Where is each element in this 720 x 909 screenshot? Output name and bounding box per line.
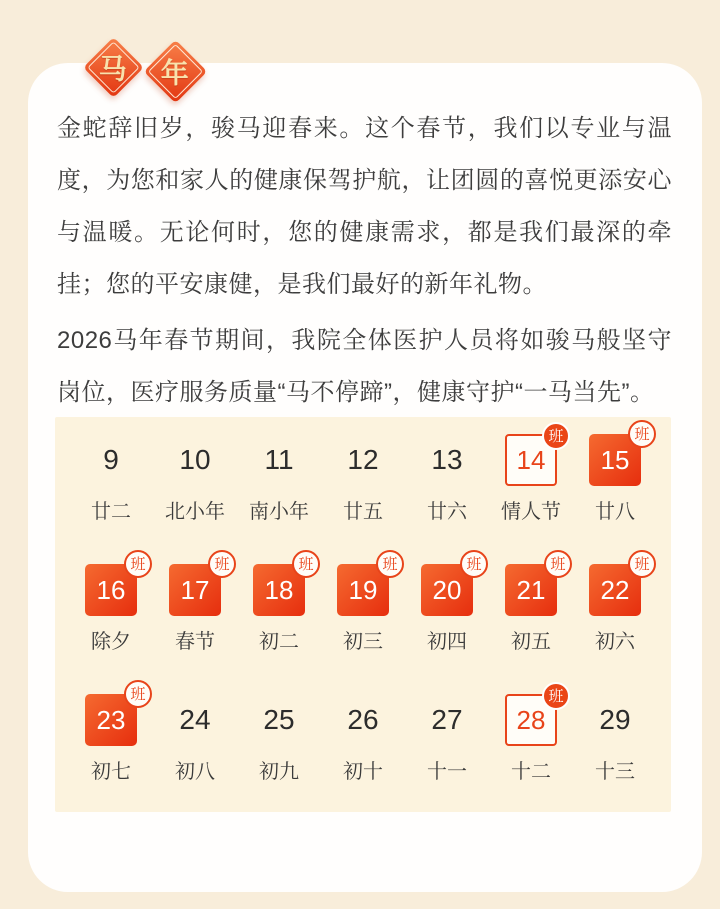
date-number: 14 xyxy=(516,444,546,475)
date-number: 20 xyxy=(432,574,462,605)
calendar-day-cell xyxy=(237,692,321,785)
lunar-label: 初三 xyxy=(343,631,383,653)
lunar-label: 十一 xyxy=(427,761,467,783)
calendar-day-cell xyxy=(489,427,573,525)
date-number: 24 xyxy=(179,704,211,735)
lunar-label: 十三 xyxy=(595,761,635,783)
calendar-day-cell xyxy=(153,432,237,525)
calendar-day-cell xyxy=(237,555,321,655)
date-box xyxy=(85,555,146,616)
date-number: 9 xyxy=(103,444,119,475)
calendar-day-cell xyxy=(69,555,153,655)
date-box xyxy=(505,555,566,616)
calendar-day-cell xyxy=(405,555,489,655)
date-box xyxy=(599,704,630,736)
intro-paragraph: 金蛇辞旧岁，骏马迎春来。这个春节，我们以专业与温度，为您和家人的健康保驾护航，让团圆的喜悦更添安心与温暖。无论何时，您的健康需求，都是我们最深的牵挂；您的平安康健，是我们最好的新年礼物。 xyxy=(57,115,672,298)
schedule-paragraph: 2026马年春节期间，我院全体医护人员将如骏马般坚守岗位，医疗服务质量“马不停蹄”，健康守护“一马当先”。 xyxy=(57,327,672,406)
date-box xyxy=(347,704,378,736)
lunar-label: 廿八 xyxy=(595,501,635,523)
duty-badge: 班 xyxy=(544,550,572,578)
lunar-label: 北小年 xyxy=(165,501,225,523)
calendar-day-cell xyxy=(321,555,405,655)
date-number: 17 xyxy=(180,574,210,605)
calendar-day-cell xyxy=(321,432,405,525)
duty-badge: 班 xyxy=(124,550,152,578)
date-number: 21 xyxy=(516,574,546,605)
lunar-label: 初二 xyxy=(259,631,299,653)
calendar-day-cell xyxy=(405,432,489,525)
date-number: 13 xyxy=(431,444,463,475)
date-box xyxy=(431,704,462,736)
date-number: 18 xyxy=(264,574,294,605)
calendar-day-cell xyxy=(489,687,573,785)
calendar-day-cell xyxy=(405,692,489,785)
date-number: 29 xyxy=(599,704,631,735)
date-box xyxy=(589,425,650,486)
date-number: 22 xyxy=(600,574,630,605)
date-box xyxy=(505,687,564,746)
date-number: 23 xyxy=(96,704,126,735)
lunar-label: 廿二 xyxy=(91,501,131,523)
lunar-label: 初四 xyxy=(427,631,467,653)
lunar-label: 初六 xyxy=(595,631,635,653)
date-box xyxy=(505,427,564,486)
calendar-day-cell xyxy=(237,432,321,525)
date-box xyxy=(169,555,230,616)
date-number: 26 xyxy=(347,704,379,735)
duty-badge: 班 xyxy=(124,680,152,708)
date-number: 19 xyxy=(348,574,378,605)
date-box xyxy=(589,555,650,616)
date-box xyxy=(103,444,119,476)
date-number: 25 xyxy=(263,704,295,735)
date-number: 28 xyxy=(516,704,546,735)
duty-badge: 班 xyxy=(628,550,656,578)
lunar-label: 廿六 xyxy=(427,501,467,523)
lunar-label: 初七 xyxy=(91,761,131,783)
duty-badge: 班 xyxy=(542,422,570,450)
date-box xyxy=(179,444,210,476)
calendar-day-cell xyxy=(489,555,573,655)
date-number: 10 xyxy=(179,444,211,475)
lunar-label: 初九 xyxy=(259,761,299,783)
horse-character: 马 xyxy=(99,54,128,86)
date-number: 15 xyxy=(600,444,630,475)
date-box xyxy=(253,555,314,616)
duty-badge: 班 xyxy=(376,550,404,578)
lunar-label: 廿五 xyxy=(343,501,383,523)
date-box xyxy=(431,444,462,476)
date-box xyxy=(421,555,482,616)
lunar-label: 初五 xyxy=(511,631,551,653)
lunar-label: 初十 xyxy=(343,761,383,783)
year-character: 年 xyxy=(161,58,190,90)
date-number: 16 xyxy=(96,574,126,605)
date-box xyxy=(347,444,378,476)
calendar-day-cell xyxy=(69,685,153,785)
lunar-label: 初八 xyxy=(175,761,215,783)
lunar-label: 南小年 xyxy=(249,501,309,523)
calendar-day-cell xyxy=(573,555,657,655)
date-number: 11 xyxy=(264,444,294,475)
date-number: 12 xyxy=(347,444,379,475)
calendar-day-cell xyxy=(573,425,657,525)
lunar-label: 十二 xyxy=(511,761,551,783)
calendar-day-cell xyxy=(573,692,657,785)
duty-badge: 班 xyxy=(542,682,570,710)
duty-badge: 班 xyxy=(628,420,656,448)
lunar-label: 除夕 xyxy=(91,631,131,653)
body-copy xyxy=(57,103,672,419)
calendar-day-cell xyxy=(69,432,153,525)
duty-badge: 班 xyxy=(208,550,236,578)
calendar-day-cell xyxy=(321,692,405,785)
duty-badge: 班 xyxy=(292,550,320,578)
duty-calendar-panel xyxy=(55,417,671,812)
calendar-grid xyxy=(55,417,671,785)
date-box xyxy=(179,704,210,736)
date-box xyxy=(337,555,398,616)
content-card xyxy=(28,63,702,892)
calendar-day-cell xyxy=(153,692,237,785)
calendar-day-cell xyxy=(153,555,237,655)
lunar-label: 春节 xyxy=(175,631,215,653)
lunar-label: 情人节 xyxy=(501,501,561,523)
duty-badge: 班 xyxy=(460,550,488,578)
date-box xyxy=(263,704,294,736)
date-box xyxy=(85,685,146,746)
date-number: 27 xyxy=(431,704,463,735)
date-box xyxy=(264,444,293,476)
